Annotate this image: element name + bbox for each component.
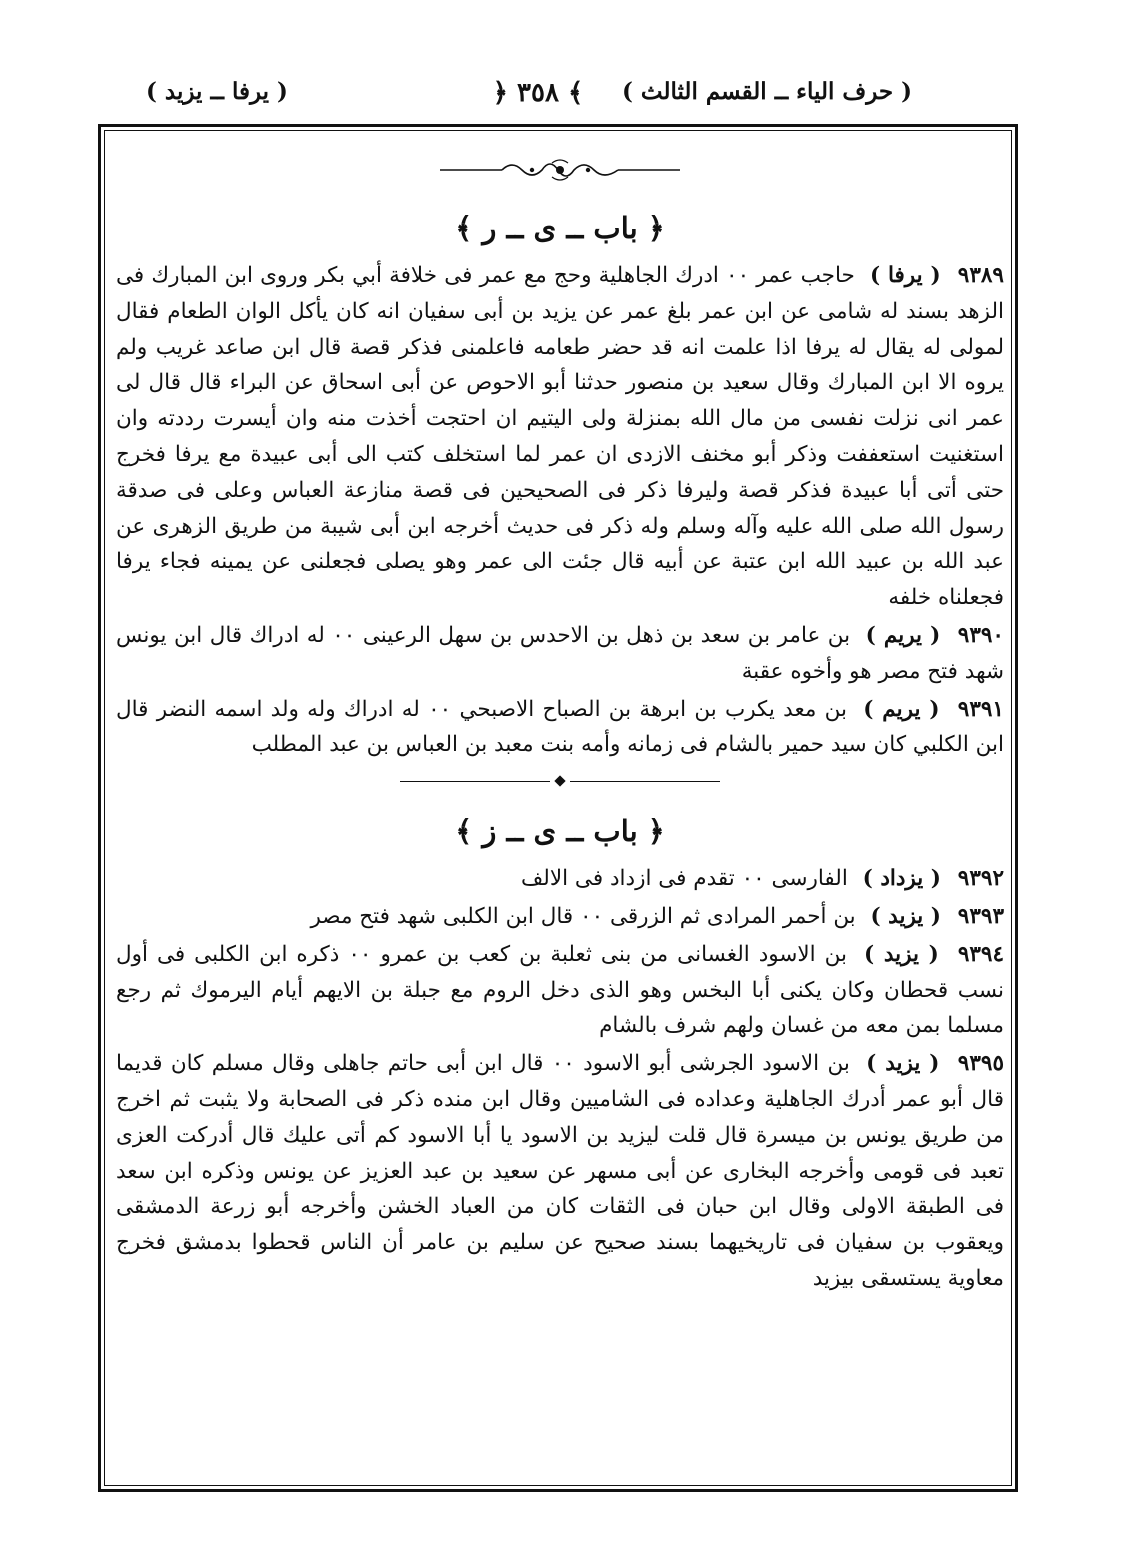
entry-name: ( يزداد ) [862, 866, 941, 892]
entry-name: ( يزيد ) [870, 903, 941, 929]
entry-text: بن الاسود الجرشى أبو الاسود ٠٠ قال ابن أبى حاتم جاهلى وقال مسلم كان قديما قال أبو عمر أدرك الجاهلية وعداده فى الشاميين وقال ابن منده ذكر فى الصحابة ولا يثبت ثم اخرج من طريق يونس بن ميسرة قال قلت ليزيد بن الاسود يا أبا الاسود كم أتى عليك قال أدركت العزى تعبد فى قومى وأخرجه البخارى عن أبى مسهر عن سعيد بن عبد العزيز عن يونس وذكره ابن سعد فى الطبقة الاولى وقال ابن حبان فى الثقات كان من العباد الخشن وأخرجه أبو زرعة الدمشقى ويعقوب بن سفيان فى تاريخيهما بسند صحيح عن سليم بن عامر أن الناس قحطوا بدمشق فخرج معاوية يستسقى بيزيد [116, 1051, 1004, 1291]
entry-9395 [116, 1046, 1004, 1297]
diamond-icon [554, 775, 565, 786]
running-header-names: ( يرفا ــ يزيد ) [146, 78, 288, 105]
entry-9394 [116, 937, 1004, 1044]
entry-number: ٩٣٩١ [957, 696, 1004, 722]
running-header-chapter: ( حرف الياء ــ القسم الثالث ) [622, 78, 912, 105]
entry-text: بن معد يكرب بن ابرهة بن الصباح الاصبحي ٠٠ له ادراك وله ولد اسمه النضر قال ابن الكلبي كان سيد حمير بالشام فى زمانه وأمه بنت معبد بن العباس بن عبد المطلب [116, 696, 1004, 758]
entry-9390 [116, 618, 1004, 690]
entry-text: حاجب عمر ٠٠ ادرك الجاهلية وحج مع عمر فى خلافة أبي بكر وروى ابن المبارك فى الزهد بسند له شامى عن ابن عمر بلغ عمر عن يزيد بن أبى سفيان انه كان يأكل الوان الطعام فقال لمولى له يقال له يرفا اذا علمت انه قد حضر طعامه فاعلمنى فذكر قصة قال ابن صاعد غريب ولم يروه الا ابن المبارك وقال سعيد بن منصور حدثنا أبو الاحوص عن أبى اسحاق عن البراء قال قال لى عمر انى نزلت نفسى من مال الله بمنزلة ولى اليتيم ان احتجت أخذت منه وان أيسرت رددته وان استغنيت استعففت وذكر أبو مخنف الازدى ان عمر لما استخلف كتب الى أبى عبيدة مع يرفا فخرج حتى أتى أبا عبيدة فذكر قصة وليرفا ذكر فى الصحيحين فى قصة منازعة العباس وعلى فى صدقة رسول الله صلى الله عليه وآله وسلم وله ذكر فى حديث أخرجه ابن أبى شيبة من طريق الزهرى عن عبد الله بن عبيد الله ابن عتبة عن أبيه قال جئت الى عمر وهو يصلى فجعلنى عن يمينه فجاء يرفا فجعلناه خلفه [116, 263, 1004, 611]
entry-text: الفارسى ٠٠ تقدم فى ازداد فى الالف [521, 866, 848, 892]
section-title-ya-zay: ﴿ باب ــ ى ــ ز ﴾ [455, 814, 665, 849]
entry-number: ٩٣٨٩ [957, 263, 1004, 288]
entry-name: ( يريم ) [865, 622, 941, 648]
entry-9393 [116, 899, 1004, 935]
section-title-ya-ra: ﴿ باب ــ ى ــ ر ﴾ [455, 211, 665, 245]
divider-line [400, 781, 550, 782]
entry-9389 [116, 258, 1004, 616]
entry-name: ( يرفا ) [869, 263, 941, 288]
entry-text: بن أحمر المرادى ثم الزرقى ٠٠ قال ابن الكلبى شهد فتح مصر [310, 903, 856, 929]
entry-number: ٩٣٩٠ [957, 622, 1004, 648]
entry-9391 [116, 692, 1004, 764]
divider-line [570, 781, 720, 782]
entry-number: ٩٣٩٥ [957, 1051, 1004, 1077]
entry-9392 [116, 861, 1004, 897]
entry-text: بن الاسود الغسانى من بنى ثعلبة بن كعب بن عمرو ٠٠ ذكره ابن الكلبى فى أول نسب قحطان وكان يكنى أبا البخس وهو الذى دخل الروم مع جبلة بن الايهم أيام اليرموك ثم رجع مسلما بمن معه من غسان ولهم شرف بالشام [116, 941, 1004, 1039]
page-body [116, 150, 1004, 1472]
entry-text: بن عامر بن سعد بن ذهل بن الاحدس بن سهل الرعينى ٠٠ له ادراك قال ابن يونس شهد فتح مصر هو وأخوه عقبة [116, 622, 1004, 684]
entry-name: ( يزيد ) [864, 941, 939, 967]
top-ornament [116, 150, 1004, 190]
entry-number: ٩٣٩٤ [957, 941, 1004, 967]
entry-number: ٩٣٩٢ [957, 866, 1004, 892]
floral-ornament-icon [440, 157, 680, 183]
section-divider [116, 769, 1004, 793]
entry-name: ( يزيد ) [866, 1051, 940, 1077]
page-number: ﴿ ٣٥٨ ﴾ [492, 78, 584, 108]
entry-name: ( يريم ) [863, 696, 940, 722]
entry-number: ٩٣٩٣ [957, 903, 1004, 929]
